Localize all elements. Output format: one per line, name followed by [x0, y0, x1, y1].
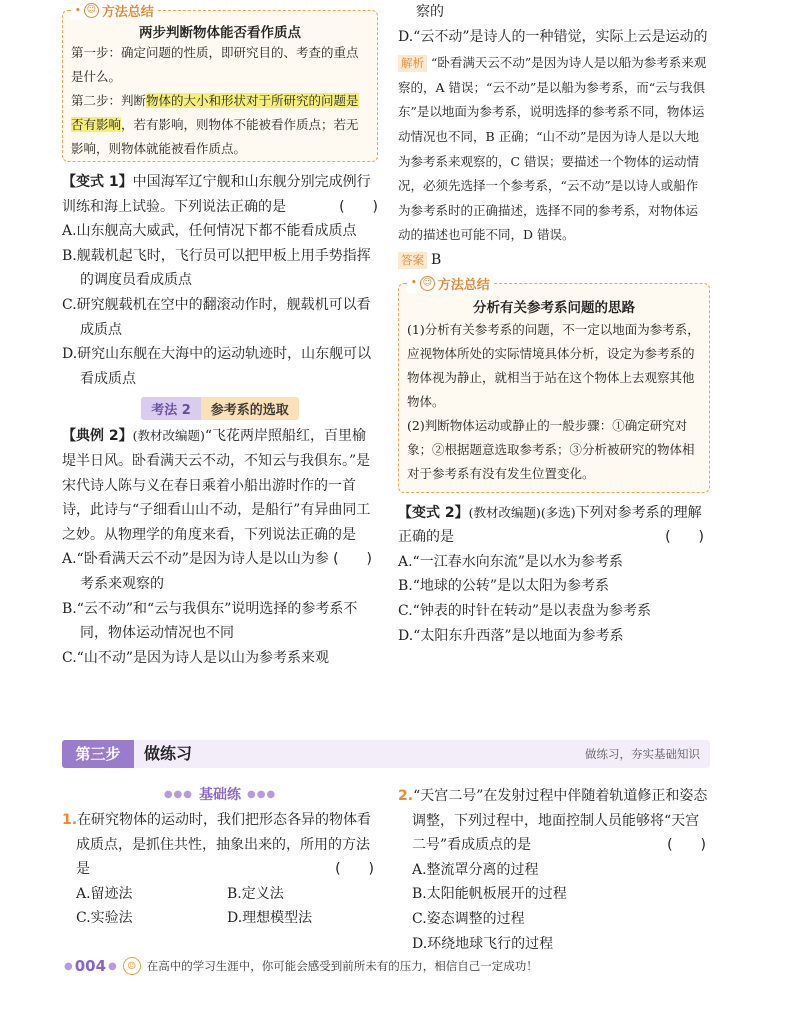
question-2 — [398, 784, 710, 956]
variant-2-option-c: C.“钟表的时针在转动”是以表盘为参考系 — [398, 602, 651, 619]
question-1-options-row-1 — [62, 882, 378, 907]
dot-icon: • — [411, 278, 417, 289]
footer-motto: 在高中的学习生涯中，你可能会感受到前所未有的压力，相信自己一定成功！ — [146, 959, 538, 973]
example-2-option-c: C.“山不动”是因为诗人是以山为参考系来观 — [62, 649, 329, 666]
question-1-option-a: A.留迹法 — [76, 885, 133, 902]
question-1-option-c: C.实验法 — [76, 910, 133, 927]
question-2-option-a: A.整流罩分离的过程 — [412, 861, 539, 878]
variant-2 — [398, 501, 710, 649]
method-point-1: (1)分析有关参考系的问题，不一定以地面为参考系，应视物体所处的实际情境具体分析，设定为参考系的物体视为静止，就相当于站在这个物体上去观察其他物体。 — [407, 321, 700, 409]
variant-2-option-d: D.“太阳东升西落”是以地面为参考系 — [398, 627, 624, 644]
continued-text: 察的 — [416, 4, 444, 20]
analysis-label: 解析 — [398, 55, 427, 72]
method-summary-box-2 — [398, 277, 710, 493]
exam-point-tag — [62, 397, 378, 420]
dots-decoration-icon: ●●● — [163, 788, 193, 800]
question-2-stem: 2.“天宫二号”在发射过程中伴随着轨道修正和姿态调整，下列过程中，地面控制人员能够将“天宫二号”看成质点的是 ( ) — [398, 788, 708, 854]
variant-1-option-b: B.舰载机起飞时，飞行员可以把甲板上用手势指挥的调度员看成质点 — [62, 247, 371, 289]
exam-point-title: 参考系的选取 — [201, 397, 299, 420]
variant-1-option-d: D.研究山东舰在大海中的运动轨迹时，山东舰可以看成质点 — [62, 346, 372, 387]
step-title: 做练习 — [144, 744, 193, 763]
basic-practice-heading: ●●● 基础练 ●●● — [163, 787, 277, 803]
step-slogan: 做练习，夯实基础知识 — [585, 747, 700, 761]
variant-2-option-a: A.“一江春水向东流”是以水为参考系 — [398, 553, 623, 570]
question-1-option-b: B.定义法 — [227, 885, 284, 902]
answer: 答案 B — [398, 248, 710, 273]
example-2-stem: 【典例 2】(教材改编题)“飞花两岸照船红，百里榆堤半日风。卧看满天云不动，不知云与我俱东。”是宋代诗人陈与义在春日乘着小船出游时作的一首诗，此诗与“子细看山山不动，是船行”有异曲同工之妙。从物理学的角度来看，下列说法正确的是 ( ) — [62, 428, 372, 568]
answer-label: 答案 — [398, 252, 427, 269]
example-2-option-a: A.“卧看满天云不动”是因为诗人是以山为参考系来观察的 — [62, 551, 329, 592]
step-three-band — [62, 740, 710, 768]
example-2-option-b: B.“云不动”和“云与我俱东”说明选择的参考系不同，物体运动情况也不同 — [62, 600, 358, 642]
page-footer — [62, 957, 722, 975]
exam-point-index: 考法 2 — [141, 397, 201, 420]
question-1-option-d: D.理想模型法 — [227, 910, 313, 927]
variant-1-option-a: A.山东舰高大威武，任何情况下都不能看成质点 — [62, 223, 357, 240]
lightbulb-icon: ☺ — [84, 3, 99, 18]
step-label: 第三步 — [62, 740, 134, 768]
method-step-2: 第二步：判断物体的大小和形状对于所研究的问题是否有影响，若有影响，则物体不能被看作质点；若无影响，则物体就能被看作质点。 — [71, 93, 359, 156]
variant-1-stem: 【变式 1】中国海军辽宁舰和山东舰分别完成例行训练和海上试验。下列说法正确的是 ( ) — [62, 174, 378, 215]
method-summary-tag: • ☺ 方法总结 — [71, 1, 158, 20]
method-summary-title: 两步判断物体能否看作质点 — [139, 25, 301, 41]
method-step-1: 第一步：确定问题的性质，即研究目的、考查的重点是什么。 — [71, 45, 359, 84]
dot-icon: ● — [108, 960, 117, 972]
dots-decoration-icon: ●●● — [247, 788, 277, 800]
question-2-option-c: C.姿态调整的过程 — [412, 910, 525, 927]
analysis: 解析 “卧看满天云不动”是因为诗人是以船为参考系来观察的，A 错误；“云不动”是以船为参考系，而“云与我俱东”是以地面为参考系，说明选择的参考系不同，物体运动情况也不同，B 正确；“山不动”是因为诗人是以大地为参考系来观察的，C 错误；要描述一个物体的运动情况，必须先选择一个参考系，“云不动”是以诗人或船作为参考系时的正确描述，选择不同的参考系，对物体运动的描述也可能不同，D 错误。 — [398, 55, 707, 243]
dot-icon: ● — [64, 960, 73, 972]
method-summary-title-2: 分析有关参考系问题的思路 — [473, 299, 635, 316]
lightbulb-icon: ☺ — [420, 276, 435, 291]
method-summary-box-1 — [62, 5, 378, 162]
practice-right — [398, 784, 710, 956]
example-2 — [62, 424, 378, 670]
variant-2-option-b: B.“地球的公转”是以太阳为参考系 — [398, 578, 610, 595]
dot-icon: • — [75, 5, 81, 16]
variant-1-option-c: C.研究舰载机在空中的翻滚动作时，舰载机可以看成质点 — [62, 296, 371, 338]
left-column — [62, 0, 378, 670]
question-2-option-b: B.太阳能帆板展开的过程 — [412, 886, 567, 903]
method-summary-tag-2: • ☺ 方法总结 — [407, 274, 494, 293]
practice-left — [62, 784, 378, 931]
highlighted-phrase: 物体的大小和形状对于所研究的问题是否有影响 — [71, 93, 359, 132]
variant-1 — [62, 170, 378, 391]
variant-2-stem: 【变式 2】(教材改编题)(多选)下列对参考系的理解正确的是 ( ) — [398, 504, 704, 546]
question-2-option-d: D.环绕地球飞行的过程 — [412, 935, 554, 952]
example-2-option-d: D.“云不动”是诗人的一种错觉，实际上云是运动的 — [398, 28, 708, 45]
page-number: 004 — [74, 957, 107, 975]
question-1-options-row-2 — [62, 906, 378, 931]
method-point-2: (2)判断物体运动或静止的一般步骤：①确定研究对象；②根据题意选取参考系；③分析被研究的物体相对于参考系有没有发生位置变化。 — [407, 417, 695, 481]
smile-icon: ☺ — [123, 957, 141, 975]
question-1 — [62, 808, 378, 931]
question-1-stem: 1.在研究物体的运动时，我们把形态各异的物体看成质点，是抓住共性，抽象出来的，所用的方法是 ( ) — [62, 812, 374, 878]
right-column — [398, 0, 710, 648]
